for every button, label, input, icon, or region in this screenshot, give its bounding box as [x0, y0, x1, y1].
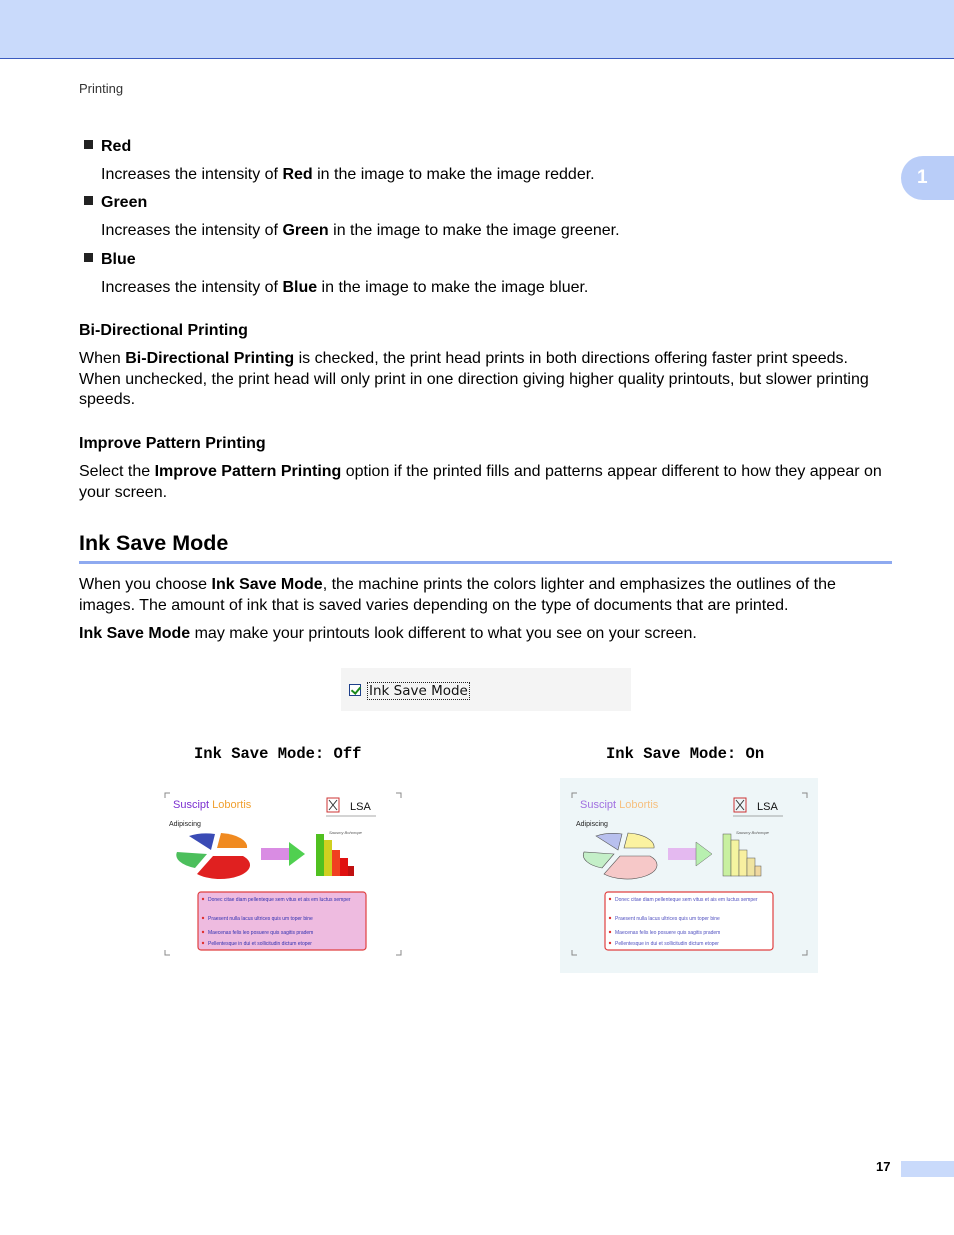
slide-bullet: Donec citae diam pellenteque sem vitus et ais em luctus semper [615, 897, 758, 903]
sample-print-ink-save [560, 778, 818, 973]
bullet-label: Green [101, 194, 148, 211]
slide-bullet: Praesent nulla lacus ultrices quis um toper bine [615, 916, 720, 922]
slide-subtitle: Adipiscing [169, 821, 201, 828]
slide-bullet: Maecenas felis leo posuere quis sagitis pradem [208, 930, 314, 936]
slide-subtitle: Adipiscing [576, 821, 608, 828]
bidirectional-heading: Bi-Directional Printing [79, 322, 248, 339]
bullet-label: Blue [101, 251, 136, 268]
bidirectional-paragraph [79, 349, 894, 411]
slide-title: Suscipt Lobortis [173, 799, 252, 811]
para-emphasis: Ink Save Mode [211, 576, 323, 593]
ink-save-paragraph-1 [79, 575, 894, 616]
para-text: option if the printed fills and patterns appear different to how they appear on your screen. [79, 463, 882, 501]
sample-print-normal [151, 778, 409, 973]
bullet-square-icon [84, 140, 93, 149]
bullet-label: Red [101, 138, 132, 155]
header-band [0, 0, 954, 59]
slide-bullet: Praesent nulla lacus ultrices quis um toper bine [208, 916, 313, 922]
para-text: is checked, the print head prints in both directions offering faster print speeds. When unchecked, the print head will only print in one direction giving higher quality printouts, but slower printing speeds. [79, 350, 869, 408]
ink-save-paragraph-2 [79, 624, 894, 645]
desc-text: in the image to make the image greener. [328, 222, 620, 239]
slide-bullet: Donec citae diam pellenteque sem vitus et ais em luctus semper [208, 897, 351, 903]
bullet-green-description [101, 222, 620, 240]
page-number: 17 [876, 1159, 891, 1174]
bullet-red [84, 138, 131, 156]
ink-save-checkbox-label[interactable]: Ink Save Mode [369, 683, 468, 699]
para-text: , the machine prints the colors lighter and emphasizes the outlines of the images. The amount of ink that is saved varies depending on the type of documents that are printed. [79, 576, 836, 614]
bullet-blue-description [101, 279, 588, 297]
chapter-tab[interactable]: 1 [901, 156, 954, 200]
slide-title: Suscipt Lobortis [580, 799, 659, 811]
section-title: Ink Save Mode [79, 531, 229, 555]
bar-chart-title: Sausmy Bohorope [736, 830, 769, 835]
ink-save-checkbox[interactable] [349, 684, 361, 696]
section-divider [79, 561, 892, 564]
para-emphasis: Improve Pattern Printing [154, 463, 342, 480]
improve-heading: Improve Pattern Printing [79, 435, 266, 452]
para-text: Select the [79, 463, 155, 480]
desc-text: in the image to make the image bluer. [317, 279, 589, 296]
bullet-red-description [101, 166, 595, 184]
caption-on: Ink Save Mode: On [606, 745, 765, 763]
bar-chart-title: Sausmy Bohorope [329, 830, 362, 835]
bullet-square-icon [84, 196, 93, 205]
page-number-tab [901, 1161, 954, 1177]
desc-emphasis: Blue [282, 279, 318, 296]
desc-emphasis: Red [282, 166, 313, 183]
caption-off: Ink Save Mode: Off [194, 745, 362, 763]
ink-save-checkbox-screenshot [341, 668, 631, 711]
slide-logo-text: LSA [757, 801, 778, 813]
bullet-blue [84, 251, 136, 269]
para-text: When you choose [79, 576, 212, 593]
para-text: When [79, 350, 126, 367]
desc-text: in the image to make the image redder. [312, 166, 595, 183]
bullet-square-icon [84, 253, 93, 262]
desc-emphasis: Green [282, 222, 329, 239]
desc-text: Increases the intensity of [101, 166, 283, 183]
para-text: may make your printouts look different to what you see on your screen. [190, 625, 697, 642]
para-emphasis: Bi-Directional Printing [125, 350, 295, 367]
slide-bullet: Maecenas felis leo posuere quis sagitis pradem [615, 930, 721, 936]
para-emphasis: Ink Save Mode [79, 625, 191, 642]
slide-logo-text: LSA [350, 801, 371, 813]
slide-bullet: Pellentesque in dui et sollicitudin dictum etoper [615, 941, 719, 947]
bullet-green [84, 194, 147, 212]
slide-bullet: Pellentesque in dui et sollicitudin dictum etoper [208, 941, 312, 947]
improve-paragraph [79, 462, 894, 503]
desc-text: Increases the intensity of [101, 222, 283, 239]
breadcrumb: Printing [79, 81, 124, 96]
desc-text: Increases the intensity of [101, 279, 283, 296]
